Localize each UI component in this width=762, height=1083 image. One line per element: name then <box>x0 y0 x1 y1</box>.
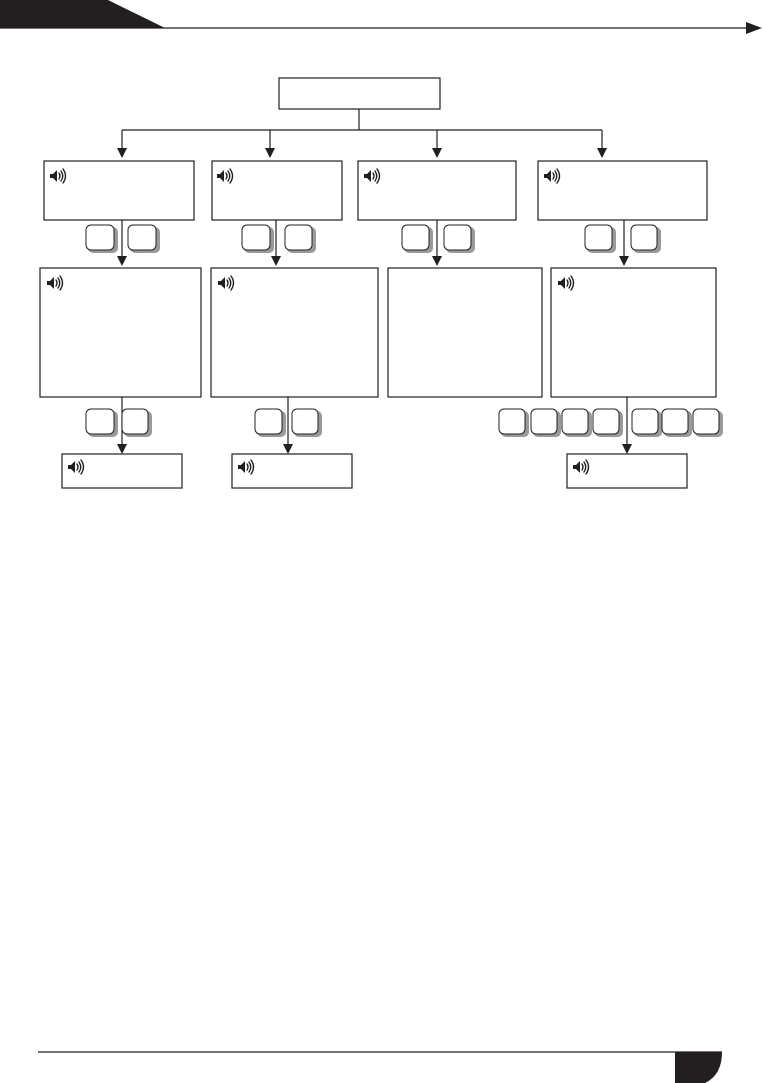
arrow-icon <box>271 256 281 266</box>
keypad-key[interactable] <box>499 409 529 437</box>
branch-3 <box>358 161 542 397</box>
branch-2 <box>211 161 378 488</box>
keypad-key[interactable] <box>292 409 322 437</box>
keypad-key[interactable] <box>444 225 475 253</box>
branch-1 <box>40 161 201 488</box>
keypad-key[interactable] <box>122 409 152 437</box>
keypad-key[interactable] <box>128 225 160 253</box>
keypad-key[interactable] <box>86 409 118 437</box>
arrow-icon <box>597 148 607 158</box>
keypad-key[interactable] <box>593 409 623 437</box>
arrow-icon <box>619 256 629 266</box>
keypad-key[interactable] <box>585 225 616 253</box>
keypad-key[interactable] <box>285 225 316 253</box>
keypad-key[interactable] <box>562 409 592 437</box>
branch-4-mid-box <box>551 268 716 397</box>
keypad-key[interactable] <box>242 225 274 253</box>
header-arrow-icon <box>746 22 762 34</box>
arrow-icon <box>117 256 127 266</box>
arrow-icon <box>622 444 632 454</box>
arrow-icon <box>265 148 275 158</box>
root-connectors <box>117 109 607 158</box>
arrow-icon <box>432 256 442 266</box>
page-footer <box>38 1052 722 1083</box>
root-node <box>279 78 440 109</box>
keypad-key[interactable] <box>632 409 662 437</box>
header-tab <box>0 0 165 28</box>
branch-4-top-box <box>538 161 707 220</box>
branch-3-mid-box <box>388 268 542 397</box>
branch-1-top-box <box>44 161 194 220</box>
root-box <box>279 78 440 109</box>
keypad-key[interactable] <box>662 409 692 437</box>
arrow-icon <box>432 148 442 158</box>
arrow-icon <box>283 444 293 454</box>
branch-3-top-box <box>358 161 516 220</box>
keypad-key[interactable] <box>631 225 661 253</box>
branch-2-top-box <box>212 161 342 220</box>
keypad-key[interactable] <box>693 409 723 437</box>
branch-1-mid-box <box>40 268 201 397</box>
page-header <box>0 0 762 34</box>
arrow-icon <box>117 444 127 454</box>
keypad-key[interactable] <box>255 409 286 437</box>
keypad-key[interactable] <box>402 225 433 253</box>
keypad-key[interactable] <box>86 225 118 253</box>
arrow-icon <box>117 148 127 158</box>
branch-2-mid-box <box>211 268 378 397</box>
keypad-key[interactable] <box>531 409 561 437</box>
